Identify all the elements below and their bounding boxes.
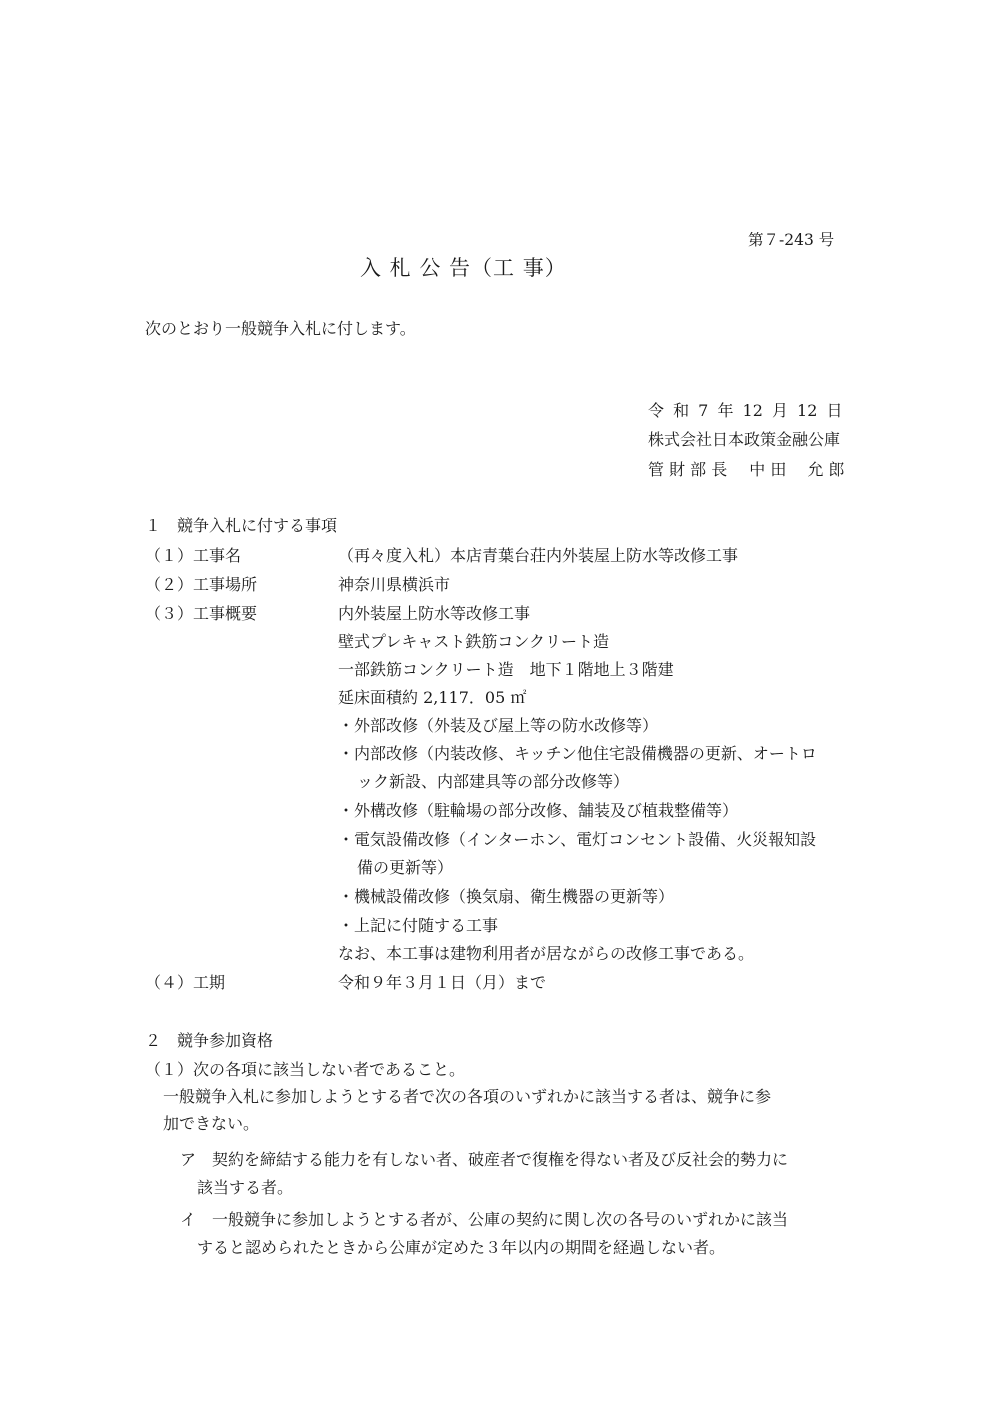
overview-line: 壁式プレキャスト鉄筋コンクリート造: [338, 632, 610, 651]
issuer-organization: 株式会社日本政策金融公庫: [648, 430, 841, 449]
overview-line: ・内部改修（内装改修、キッチン他住宅設備機器の更新、オートロ: [338, 744, 817, 763]
item-value-work-location: 神奈川県横浜市: [338, 575, 451, 594]
overview-line: ・上記に付随する工事: [338, 916, 499, 935]
section2-item1: （１）次の各項に該当しない者であること。: [145, 1060, 466, 1079]
overview-line: ・外構改修（駐輪場の部分改修、舗装及び植栽整備等）: [338, 801, 739, 820]
intro-text: 次のとおり一般競争入札に付します。: [145, 319, 416, 338]
item-value-work-overview: 内外装屋上防水等改修工事: [338, 604, 531, 623]
overview-line: 一部鉄筋コンクリート造 地下１階地上３階建: [338, 660, 674, 679]
notice-number: 第７-243 号: [748, 231, 835, 249]
item-label-work-name: （１）工事名: [145, 546, 242, 565]
signer-line: [648, 462, 845, 478]
section2-item-a-line: 該当する者。: [197, 1178, 294, 1197]
item-value-work-name: （再々度入札）本店青葉台荘内外装屋上防水等改修工事: [338, 546, 739, 565]
section2-paragraph-line: 加できない。: [163, 1114, 260, 1133]
section1-heading: １ 競争入札に付する事項: [145, 516, 338, 535]
overview-line: ・外部改修（外装及び屋上等の防水改修等）: [338, 716, 659, 735]
overview-line: ・電気設備改修（インターホン、電灯コンセント設備、火災報知設: [338, 830, 817, 849]
section2-paragraph-line: 一般競争入札に参加しようとする者で次の各項のいずれかに該当する者は、競争に参: [163, 1087, 772, 1106]
overview-line: ・機械設備改修（換気扇、衛生機器の更新等）: [338, 887, 675, 906]
section2-item-i-line: すると認められたときから公庫が定めた３年以内の期間を経過しない者。: [197, 1238, 726, 1257]
issue-date: 令 和 7 年 12 月 12 日: [648, 401, 843, 420]
section2-item-a-line: ア 契約を締結する能力を有しない者、破産者で復権を得ない者及び反社会的勢力に: [180, 1150, 789, 1169]
item-label-work-period: （４）工期: [145, 973, 226, 992]
item-label-work-location: （２）工事場所: [145, 575, 258, 594]
overview-line: なお、本工事は建物利用者が居ながらの改修工事である。: [338, 944, 755, 963]
signer-name: 中 田 允 郎: [749, 460, 845, 479]
overview-line: 備の更新等）: [357, 858, 454, 877]
section2-heading: ２ 競争参加資格: [145, 1031, 274, 1050]
overview-line: ック新設、内部建具等の部分改修等）: [357, 772, 630, 791]
document-title: 入 札 公 告（工 事）: [360, 256, 567, 280]
overview-line: 延床面積約 2,117．05 ㎡: [338, 688, 527, 707]
signer-position: 管 財 部 長: [648, 460, 728, 479]
item-label-work-overview: （３）工事概要: [145, 604, 258, 623]
item-value-work-period: 令和９年３月１日（月）まで: [338, 973, 547, 992]
section2-item-i-line: イ 一般競争に参加しようとする者が、公庫の契約に関し次の各号のいずれかに該当: [180, 1210, 789, 1229]
